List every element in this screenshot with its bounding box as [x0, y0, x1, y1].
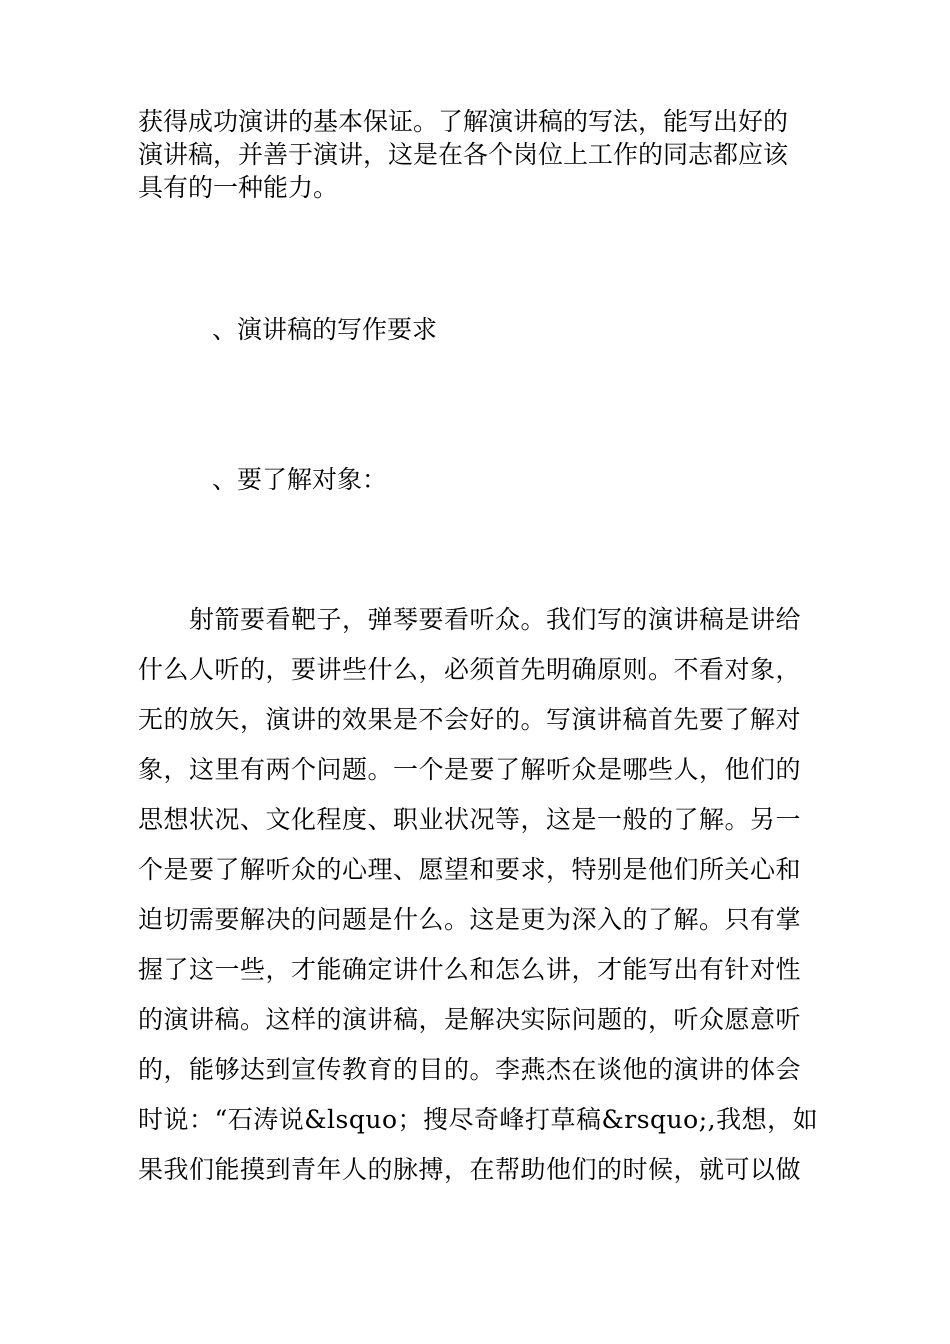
body-line: 什么人听的，要讲些什么，必须首先明确原则。不看对象，: [138, 655, 802, 684]
body-line: 果我们能摸到青年人的脉搏，在帮助他们的时候，就可以做: [138, 1155, 802, 1184]
body-line: 迫切需要解决的问题是什么。这是更为深入的了解。只有掌: [138, 905, 802, 934]
body-line: 的演讲稿。这样的演讲稿，是解决实际问题的，听众愿意听: [138, 1005, 802, 1034]
subsection-heading: 、要了解对象：: [212, 465, 388, 494]
body-line: 象，这里有两个问题。一个是要了解听众是哪些人，他们的: [138, 755, 802, 784]
intro-line: 演讲稿，并善于演讲，这是在各个岗位上工作的同志都应该: [138, 140, 789, 169]
intro-line: 获得成功演讲的基本保证。了解演讲稿的写法，能写出好的: [138, 107, 789, 136]
body-line: 无的放矢，演讲的效果是不会好的。写演讲稿首先要了解对: [138, 705, 802, 734]
body-line: 握了这一些，才能确定讲什么和怎么讲，才能写出有针对性: [138, 955, 802, 984]
body-line: 的，能够达到宣传教育的目的。李燕杰在谈他的演讲的体会: [138, 1055, 802, 1084]
body-line: 个是要了解听众的心理、愿望和要求，特别是他们所关心和: [138, 855, 802, 884]
section-heading: 、演讲稿的写作要求: [212, 315, 438, 344]
intro-line: 具有的一种能力。: [138, 173, 339, 202]
body-line: 思想状况、文化程度、职业状况等，这是一般的了解。另一: [138, 805, 802, 834]
body-line: 时说：“石涛说&lsquo；搜尽奇峰打草稿&rsquo;,我想，如: [138, 1105, 819, 1134]
body-line: 射箭要看靶子，弹琴要看听众。我们写的演讲稿是讲给: [138, 605, 802, 634]
